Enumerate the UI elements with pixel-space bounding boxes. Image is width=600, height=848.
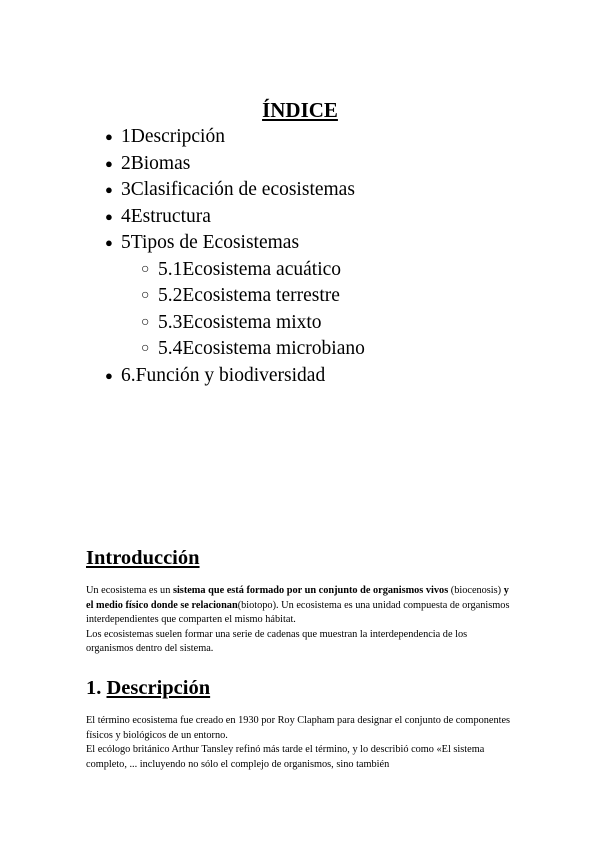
index-title: ÍNDICE bbox=[262, 98, 338, 122]
toc-subitem-5-4[interactable] bbox=[0, 336, 600, 363]
intro-bold-text: y el medio físico donde se relacionan bbox=[86, 585, 509, 611]
toc-item-6[interactable] bbox=[0, 363, 600, 390]
toc-item-label: 5.1Ecosistema acuático bbox=[158, 258, 342, 280]
description-text: El ecólogo británico Arthur Tansley refinó más tarde el término, y lo describió como «El sistema completo, ... incluyendo no sólo el complejo de organismos, sino también bbox=[86, 744, 485, 770]
toc-subitem-5-2[interactable] bbox=[0, 283, 600, 310]
toc-item-label: 4Estructura bbox=[121, 205, 211, 227]
hollow-bullet-icon: ○ bbox=[141, 341, 150, 356]
description-heading bbox=[86, 677, 210, 700]
heading-number: 1. bbox=[86, 677, 102, 699]
intro-text: Un ecosistema es un bbox=[86, 585, 173, 596]
filled-bullet-icon: ● bbox=[105, 129, 113, 144]
toc-item-5[interactable] bbox=[0, 230, 600, 257]
intro-text: (biotopo). Un ecosistema es una unidad compuesta de organismos interdependientes que comparten el mismo hábitat. bbox=[86, 599, 510, 626]
intro-text: (biocenosis) bbox=[450, 585, 504, 596]
toc-item-label: 6.Función y biodiversidad bbox=[121, 364, 326, 386]
intro-bold-text: sistema que está formado por un conjunto de organismos vivos bbox=[172, 585, 449, 596]
filled-bullet-icon: ● bbox=[105, 182, 113, 197]
toc-subitem-5-3[interactable] bbox=[0, 310, 600, 337]
toc-item-label: 5Tipos de Ecosistemas bbox=[121, 232, 300, 253]
heading-text: Descripción bbox=[106, 677, 211, 699]
intro-text: Los ecosistemas suelen formar una serie de cadenas que muestran la interdependencia de los organismos dentro del sistema. bbox=[86, 628, 468, 655]
filled-bullet-icon: ● bbox=[105, 235, 113, 250]
toc-item-label: 5.3Ecosistema mixto bbox=[158, 311, 322, 333]
filled-bullet-icon: ● bbox=[105, 155, 113, 171]
hollow-bullet-icon: ○ bbox=[141, 261, 150, 277]
toc-item-label: 5.2Ecosistema terrestre bbox=[158, 285, 340, 306]
toc-item-3[interactable] bbox=[0, 177, 600, 204]
filled-bullet-icon: ● bbox=[105, 208, 113, 224]
table-of-contents bbox=[0, 124, 600, 389]
intro-heading: Introducción bbox=[86, 547, 200, 569]
hollow-bullet-icon: ○ bbox=[141, 288, 150, 303]
toc-subitem-5-1[interactable] bbox=[0, 257, 600, 284]
toc-item-4[interactable] bbox=[0, 204, 600, 231]
intro-paragraph bbox=[86, 584, 516, 657]
toc-item-1[interactable] bbox=[0, 124, 600, 151]
filled-bullet-icon: ● bbox=[105, 367, 113, 383]
toc-item-label: 5.4Ecosistema microbiano bbox=[158, 338, 365, 359]
toc-item-label: 3Clasificación de ecosistemas bbox=[121, 179, 355, 200]
toc-item-2[interactable] bbox=[0, 151, 600, 178]
toc-item-label: 2Biomas bbox=[121, 152, 191, 174]
hollow-bullet-icon: ○ bbox=[141, 314, 150, 330]
toc-item-label: 1Descripción bbox=[121, 126, 225, 147]
description-paragraph bbox=[86, 714, 516, 772]
description-text: El término ecosistema fue creado en 1930 por Roy Clapham para designar el conjunto de componentes físicos y biológicos de un entorno. bbox=[86, 715, 511, 741]
